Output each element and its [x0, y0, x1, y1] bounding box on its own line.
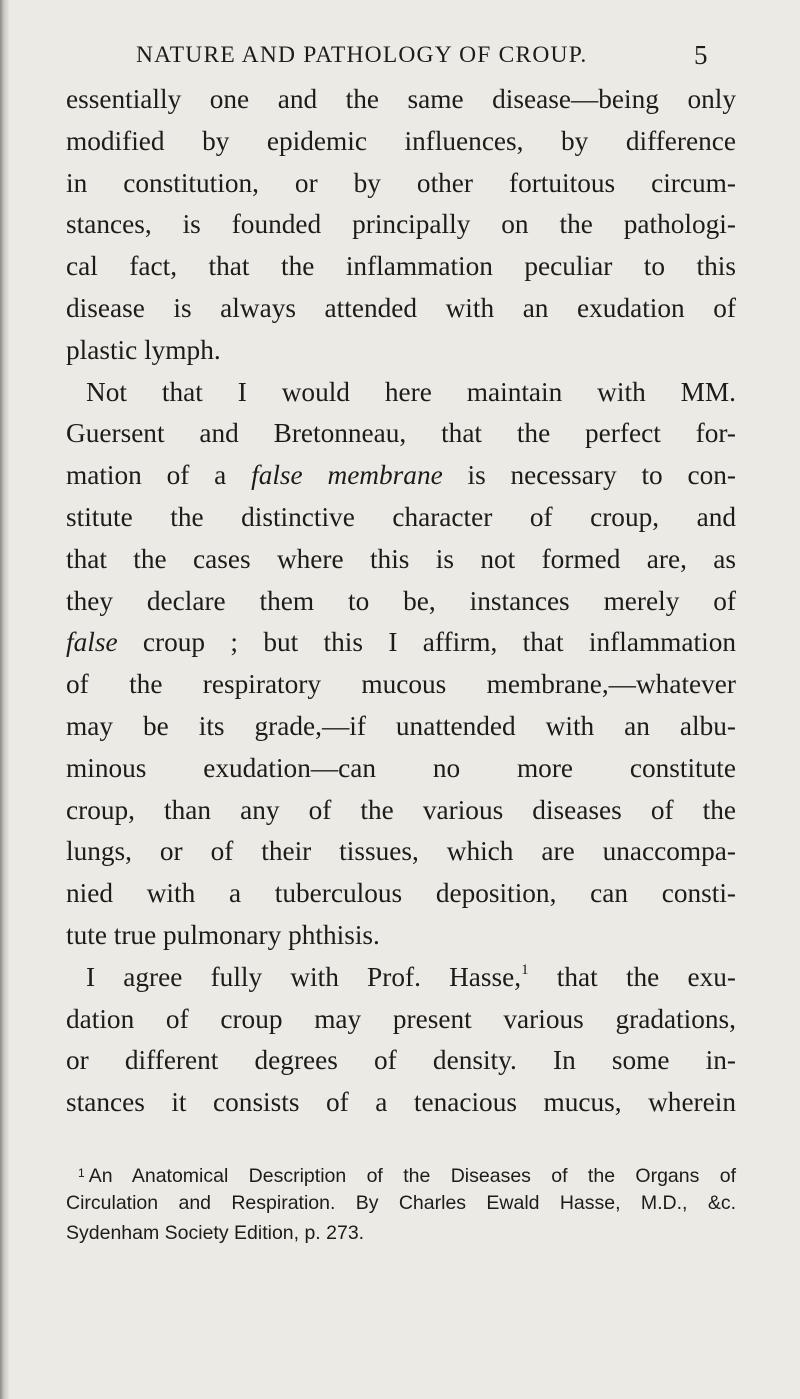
footnote-line: Circulation and Respiration. By Charles Ewald Hasse, M.D., &c.	[66, 1192, 736, 1214]
text-line: croup, than any of the various diseases of the	[66, 794, 736, 825]
text-line: they declare them to be, instances merely of	[66, 585, 736, 616]
italic-term-false-membrane: false membrane	[251, 460, 443, 491]
text-line: Guersent and Bretonneau, that the perfect for-	[66, 418, 736, 449]
text-line: may be its grade,—if unattended with an albu-	[66, 710, 736, 741]
italic-term-false: false	[66, 627, 118, 658]
running-head-title: NATURE AND PATHOLOGY OF CROUP.	[136, 42, 588, 68]
text-run: croup ; but this I affirm, that inflammation	[117, 627, 736, 658]
text-line: essentially one and the same disease—being only	[66, 84, 736, 114]
text-run: that the exu-	[528, 961, 736, 992]
text-line: tute true pulmonary phthisis.	[66, 919, 380, 950]
text-line: in constitution, or by other fortuitous circum-	[66, 167, 736, 198]
text-line: stances, is founded principally on the pathologi-	[66, 209, 736, 240]
text-line: Not that I would here maintain with MM.	[86, 376, 736, 407]
text-run: mation of a	[66, 460, 252, 491]
text-line: stances it consists of a tenacious mucus, wherein	[66, 1087, 736, 1118]
text-line: modified by epidemic influences, by difference	[66, 125, 736, 156]
text-line: disease is always attended with an exudation of	[66, 292, 736, 323]
footnote-marker: 1	[78, 1166, 85, 1180]
footnote-reference: 1	[521, 961, 529, 978]
text-line	[66, 455, 736, 497]
page-binding-edge	[0, 0, 9, 1399]
text-line: nied with a tuberculous deposition, can consti-	[66, 878, 736, 909]
text-line	[66, 622, 736, 664]
footnote-line	[66, 1158, 736, 1188]
text-line: plastic lymph.	[66, 334, 221, 365]
text-line: or different degrees of density. In some in-	[66, 1045, 736, 1076]
text-line: stitute the distinctive character of croup, and	[66, 501, 736, 532]
body-text	[66, 79, 736, 1124]
footnote-text: An Anatomical Description of the Diseases of the Organs of	[88, 1165, 736, 1187]
text-line	[66, 957, 736, 999]
footnote	[66, 1158, 736, 1248]
text-run: I agree fully with Prof. Hasse,	[86, 961, 522, 992]
text-line: minous exudation—can no more constitute	[66, 752, 736, 783]
text-line: that the cases where this is not formed are, as	[66, 543, 736, 574]
text-line: lungs, or of their tissues, which are unaccompa-	[66, 836, 736, 867]
footnote-line: Sydenham Society Edition, p. 273.	[66, 1222, 365, 1244]
text-line: cal fact, that the inflammation peculiar to this	[66, 251, 736, 282]
text-run: is necessary to con-	[442, 460, 736, 491]
page-number: 5	[694, 40, 708, 70]
text-line: dation of croup may present various gradations,	[66, 1003, 736, 1034]
text-line: of the respiratory mucous membrane,—whatever	[66, 669, 736, 700]
